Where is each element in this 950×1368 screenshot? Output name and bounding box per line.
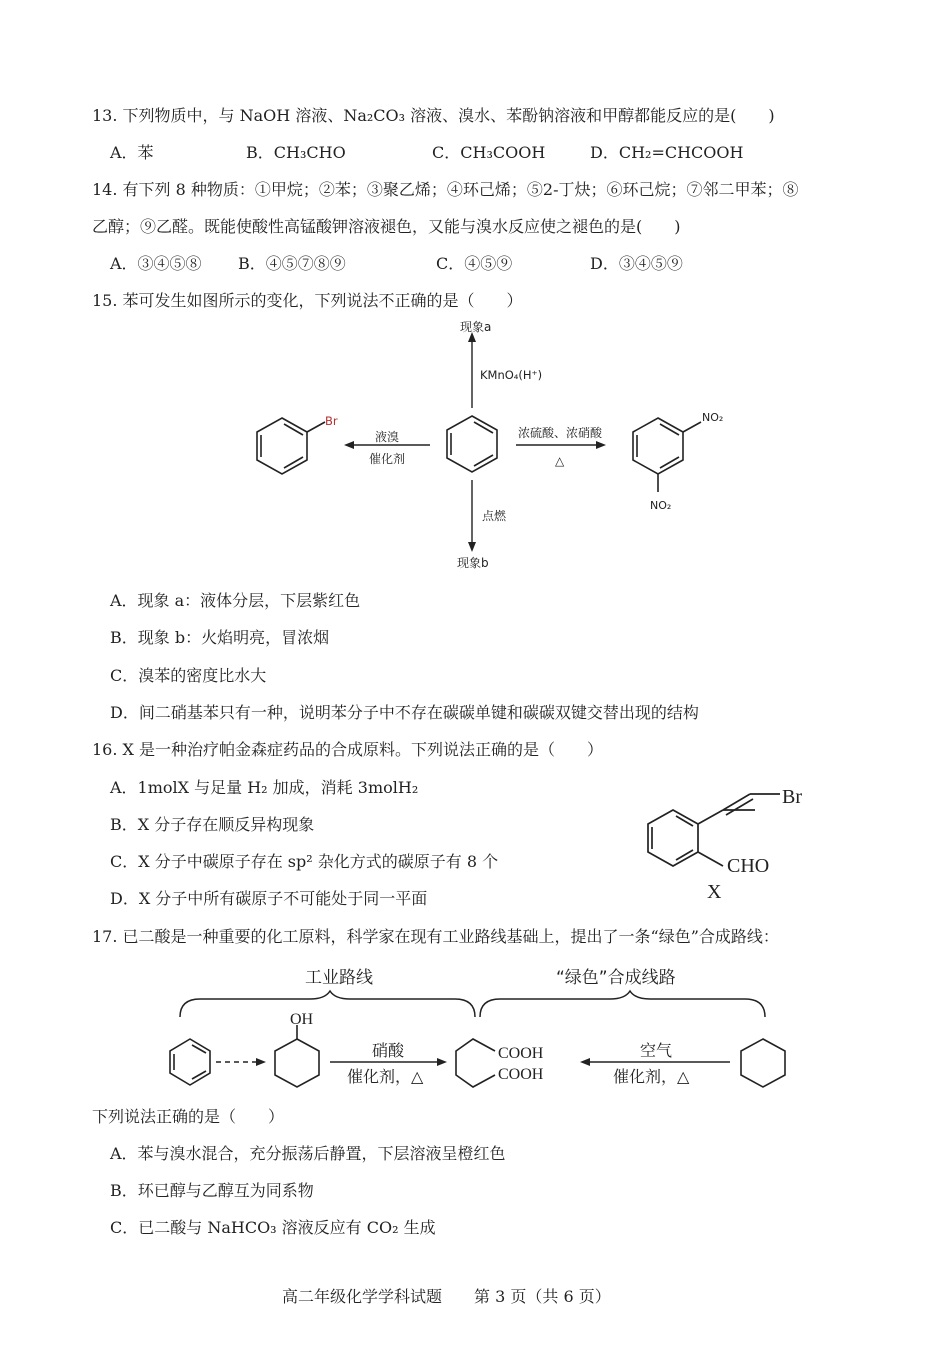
arrowhead-air [580,1058,590,1066]
reagent-right-1: 空气 [640,1041,673,1060]
q13-option-a: A．苯 [110,143,154,162]
arrowhead-down [468,542,476,552]
bottom-label: 现象b [457,556,489,570]
cooh-1: COOH [498,1045,544,1062]
arrowhead-left [344,441,354,449]
q15-option-c: C．溴苯的密度比水大 [110,666,267,685]
q17-sub-stem: 下列说法正确的是（ ） [92,1107,285,1126]
left-reagent-1: 液溴 [375,430,400,444]
x-br: Br [782,786,802,808]
q15-option-d: D．间二硝基苯只有一种，说明苯分子中不存在碳碳单键和碳碳双键交替出现的结构 [110,703,699,722]
top-label: 现象a [460,320,492,334]
green-brace [480,991,765,1017]
q14-option-a: A．③④⑤⑧ [110,254,202,273]
q16-option-d: D．X 分子中所有碳原子不可能处于同一平面 [110,889,428,908]
x-name: X [707,881,722,903]
cyclohexane [741,1039,785,1087]
right-reagent-2: △ [555,454,565,468]
arrowhead-right [596,441,606,449]
bromobenzene [257,418,325,474]
q17-option-b: B．环已醇与乙醇互为同系物 [110,1181,314,1200]
q17-benzene [170,1039,210,1085]
q15-option-b: B．现象 b：火焰明亮，冒浓烟 [110,628,330,647]
q16-option-a: A．1molX 与足量 H₂ 加成，消耗 3molH₂ [110,778,419,797]
q15-option-a: A．现象 a：液体分层，下层紫红色 [110,591,361,610]
industrial-brace [180,991,475,1017]
q13-stem: 13. 下列物质中，与 NaOH 溶液、Na₂CO₃ 溶液、溴水、苯酚钠溶液和甲醇都能反应的是( ) [92,106,775,125]
br-label: Br [325,414,338,428]
q14-option-d: D．③④⑤⑨ [590,254,683,273]
q13-option-c: C．CH₃COOH [432,143,546,162]
q16-option-c: C．X 分子中碳原子存在 sp² 杂化方式的碳原子有 8 个 [110,852,499,871]
reagent-left-2: 催化剂，△ [347,1067,424,1086]
q16-structure-x [630,780,830,910]
q17-stem: 17. 已二酸是一种重要的化工原料，科学家在现有工业路线基础上，提出了一条“绿色”合成路线： [92,927,779,946]
x-cho: CHO [727,855,770,877]
q14-stem-line2: 乙醇；⑨乙醛。既能使酸性高锰酸钾溶液褪色，又能与溴水反应使之褪色的是( ) [92,217,681,236]
q13-option-b: B．CH₃CHO [246,143,346,162]
benzene-center [447,416,497,472]
q14-option-c: C．④⑤⑨ [436,254,513,273]
arrowhead-nitric [437,1058,447,1066]
no2-bottom: NO₂ [650,499,672,512]
q15-reaction-diagram [0,310,950,570]
q17-synthesis-diagram [0,955,950,1095]
no2-top: NO₂ [702,411,724,424]
m-dinitrobenzene [633,418,701,492]
q14-stem-line1: 14. 有下列 8 种物质：①甲烷；②苯；③聚乙烯；④环己烯；⑤2-丁炔；⑥环己烷；⑦邻二甲苯；⑧ [92,180,799,199]
reagent-right-2: 催化剂，△ [613,1067,690,1086]
top-reagent: KMnO₄(H⁺) [480,368,543,382]
dashed-arrowhead [256,1058,266,1066]
oh-label: OH [290,1011,314,1028]
right-reagent-1: 浓硫酸、浓硝酸 [518,426,603,440]
cooh-2: COOH [498,1066,544,1083]
q14-option-b: B．④⑤⑦⑧⑨ [238,254,346,273]
q17-option-a: A．苯与溴水混合，充分振荡后静置，下层溶液呈橙红色 [110,1144,506,1163]
bottom-reagent: 点燃 [482,509,507,523]
industrial-route-label: 工业路线 [305,968,373,988]
green-route-label: “绿色”合成线路 [556,968,676,988]
q13-option-d: D．CH₂=CHCOOH [590,143,744,162]
q15-stem: 15. 苯可发生如图所示的变化，下列说法不正确的是（ ） [92,291,523,310]
page-footer: 高二年级化学学科试题 第 3 页（共 6 页） [282,1287,611,1306]
left-reagent-2: 催化剂 [369,452,406,466]
q17-option-c: C．已二酸与 NaHCO₃ 溶液反应有 CO₂ 生成 [110,1218,436,1237]
cyclohexanol [275,1025,319,1087]
q16-option-b: B．X 分子存在顺反异构现象 [110,815,315,834]
reagent-left-1: 硝酸 [372,1041,405,1060]
adipic-acid [456,1039,495,1087]
q16-stem: 16. X 是一种治疗帕金森症药品的合成原料。下列说法正确的是（ ） [92,740,604,759]
